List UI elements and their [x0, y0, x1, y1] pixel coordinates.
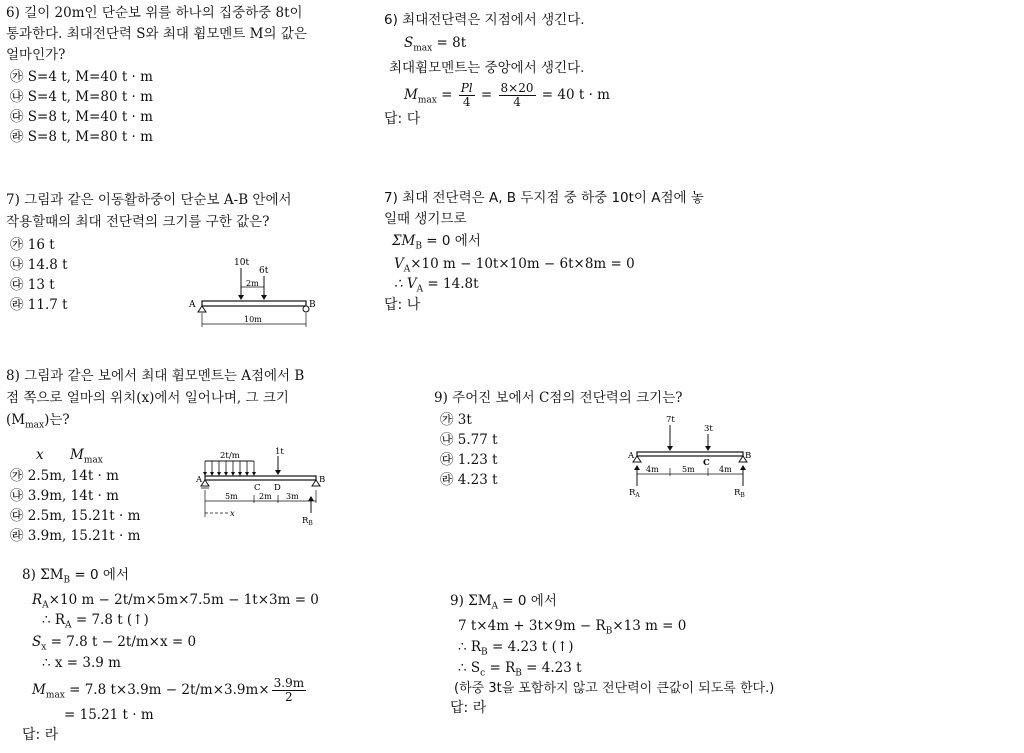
q8-line-1: 8) 그림과 같은 보에서 최대 휨모멘트는 A점에서 B — [6, 368, 305, 384]
q9-option-4: ㉱ 4.23 t — [440, 472, 498, 488]
q9-load-1-arrowhead — [667, 446, 673, 451]
q9-option-1: ㉮ 3t — [440, 412, 472, 428]
q8-option-2: ㉯ 3.9m, 14t · m — [10, 488, 119, 504]
q6-answer: 답: 다 — [384, 111, 421, 127]
q7-option-4: ㉱ 11.7 t — [10, 297, 68, 313]
q7-option-2: ㉯ 14.8 t — [10, 257, 68, 273]
q9-option-2: ㉯ 5.77 t — [440, 432, 498, 448]
q7-answer: 답: 나 — [384, 297, 421, 313]
q9-dim-1: 4m — [646, 465, 659, 474]
q9-option-3: ㉰ 1.23 t — [440, 452, 498, 468]
q8-header-x: x — [36, 447, 44, 463]
q8-rb-label: $R_B$ — [302, 516, 313, 525]
q8-udl-arrowhead — [210, 472, 214, 476]
q8-sol-line-7: = 15.21 t · m — [64, 707, 154, 723]
q7-support-a — [198, 306, 206, 312]
q6-option-4: ㉱ S=8 t, M=80 t · m — [10, 129, 153, 145]
q6-sol-line-3: 최대휨모멘트는 중앙에서 생긴다. — [389, 60, 585, 76]
q8-sol-line-6: $M_{max} = 7.8$ t×3.9m − 2t/m×3.9m× $\frac{3.9m}{2}$ — [32, 676, 305, 704]
q6-sol-line-1: 6) 최대전단력은 지점에서 생긴다. — [384, 12, 585, 28]
q7-beam — [202, 301, 306, 306]
q8-option-4: ㉱ 3.9m, 15.21t · m — [10, 528, 141, 544]
q8-dim-2: 2m — [259, 492, 272, 501]
q7-line-1: 7) 그림과 같은 이동활하중이 단순보 A-B 안에서 — [6, 192, 292, 208]
q8-answer: 답: 라 — [22, 727, 59, 743]
q7-option-1: ㉮ 16 t — [10, 237, 55, 253]
q9-beam-figure — [624, 412, 758, 500]
q6-option-1: ㉮ S=4 t, M=40 t · m — [10, 69, 153, 85]
q7-load-2-arrowhead — [261, 295, 267, 300]
q8-sol-line-5: ∴ x = 3.9 m — [42, 655, 121, 671]
q9-ra-label: $R_A$ — [629, 488, 640, 499]
q9-support-a — [633, 456, 641, 462]
q8-sol-line-1: 8) $\Sigma M_B = 0$ 에서 — [22, 567, 129, 586]
q6-sol-line-2: $S_{max} = 8t$ — [404, 35, 467, 54]
q8-udl-arrowhead — [224, 472, 228, 476]
q8-dim-1: 5m — [225, 492, 238, 501]
q6-option-2: ㉯ S=4 t, M=80 t · m — [10, 89, 153, 105]
q8-line-2: 점 쪽으로 얼마의 위치(x)에서 일어나며, 그 크기 — [6, 390, 289, 406]
q8-udl-arrowhead — [231, 472, 235, 476]
q8-label-b: B — [319, 475, 326, 485]
q9-load-2-label: 3t — [704, 424, 713, 434]
q9-dim-3: 4m — [719, 465, 732, 474]
q7-option-3: ㉰ 13 t — [10, 277, 55, 293]
q8-label-a: A — [196, 475, 203, 485]
q8-beam — [205, 476, 316, 480]
q9-label-b: B — [745, 451, 752, 461]
q8-udl-arrowhead — [252, 472, 256, 476]
q7-load-1-label: 10t — [234, 258, 250, 268]
q8-sol-line-4: $S_x = 7.8$ t − 2t/m×x = 0 — [32, 634, 197, 653]
q8-udl-arrowhead — [217, 472, 221, 476]
q7-beam-figure — [180, 255, 320, 330]
q8-sol-line-3: ∴ $R_A = 7.8$ t (↑) — [42, 612, 149, 631]
q9-dim-2: 5m — [682, 465, 695, 474]
q9-line-1: 9) 주어진 보에서 C점의 전단력의 크기는? — [434, 390, 683, 406]
q8-label-d: D — [274, 483, 281, 493]
q7-sol-line-1: 7) 최대 전단력은 A, B 두지점 중 하중 10t이 A점에 놓 — [384, 190, 704, 206]
q8-dim-3: 3m — [286, 492, 299, 501]
q6-line-3: 얼마인가? — [6, 47, 66, 63]
q9-sol-line-4: ∴ $S_c = R_B = 4.23$ t — [458, 660, 582, 679]
q8-beam-figure — [192, 445, 332, 525]
q9-beam — [637, 452, 743, 456]
q7-label-a: A — [189, 300, 196, 310]
q8-option-3: ㉰ 2.5m, 15.21t · m — [10, 508, 141, 524]
q9-load-1-label: 7t — [666, 415, 675, 425]
q8-x-label: x — [230, 509, 235, 519]
q9-label-c: C — [703, 458, 710, 468]
q8-sol-line-2: $R_A\times 10$ m − 2t/m×5m×7.5m − 1t×3m = 0 — [32, 592, 319, 611]
q9-load-2-arrowhead — [705, 446, 711, 451]
q6-line-2: 통과한다. 최대전단력 S와 최대 휨모멘트 M의 값은 — [6, 26, 307, 42]
q7-sol-line-3: $\Sigma M_B = 0$ 에서 — [392, 233, 481, 252]
q7-sol-line-5: ∴ $V_A = 14.8t$ — [394, 276, 479, 295]
q8-point-load-label: 1t — [275, 447, 284, 457]
q8-udl-arrowhead — [203, 472, 207, 476]
q7-sol-line-4: $V_A\times 10$ m − 10t×10m − 6t×8m = 0 — [394, 256, 635, 275]
q7-sol-line-2: 일때 생기므로 — [384, 211, 467, 227]
q6-line-1: 6) 길이 20m인 단순보 위를 하나의 집중하중 8t이 — [6, 5, 303, 21]
q8-support-a — [201, 480, 209, 486]
q9-sol-line-2: 7 $t\times 4m + 3t\times 9m - R_B\times 13$ m = 0 — [458, 618, 687, 637]
q7-line-2: 작용할때의 최대 전단력의 크기를 구한 값은? — [6, 214, 270, 230]
q7-load-2-label: 6t — [259, 266, 269, 276]
q6-sol-line-4: $M_{max}$ = $\frac{Pl}{4}$ = $\frac{8\times 20}{4}$ = 40 t · m — [404, 81, 610, 109]
q8-point-load-arrowhead — [275, 470, 281, 475]
q8-dist-load-arrows — [203, 461, 256, 476]
q7-label-b: B — [309, 300, 316, 310]
q8-line-3: $(M_{max})$는? — [6, 412, 70, 431]
q9-answer: 답: 라 — [450, 700, 487, 716]
q9-sol-line-1: 9) $\Sigma M_A = 0$ 에서 — [450, 593, 557, 612]
q6-option-3: ㉰ S=8 t, M=40 t · m — [10, 109, 153, 125]
q9-sol-line-5: (하중 3t을 포함하지 않고 전단력이 큰값이 되도록 한다.) — [454, 681, 775, 696]
q9-label-a: A — [628, 451, 635, 461]
q8-header-m: $M_{max}$ — [70, 447, 103, 466]
q8-udl-arrowhead — [245, 472, 249, 476]
q8-option-1: ㉮ 2.5m, 14t · m — [10, 468, 119, 484]
q7-span-label: 10m — [244, 315, 262, 324]
q7-spacing-label: 2m — [246, 279, 259, 288]
q7-load-1-arrowhead — [238, 295, 244, 300]
q8-udl-arrowhead — [238, 472, 242, 476]
q8-label-c: C — [254, 483, 261, 493]
q8-dist-load-label: 2t/m — [220, 451, 240, 461]
q9-sol-line-3: ∴ $R_B = 4.23$ t (↑) — [458, 639, 574, 658]
q9-rb-label: $R_B$ — [734, 488, 745, 499]
